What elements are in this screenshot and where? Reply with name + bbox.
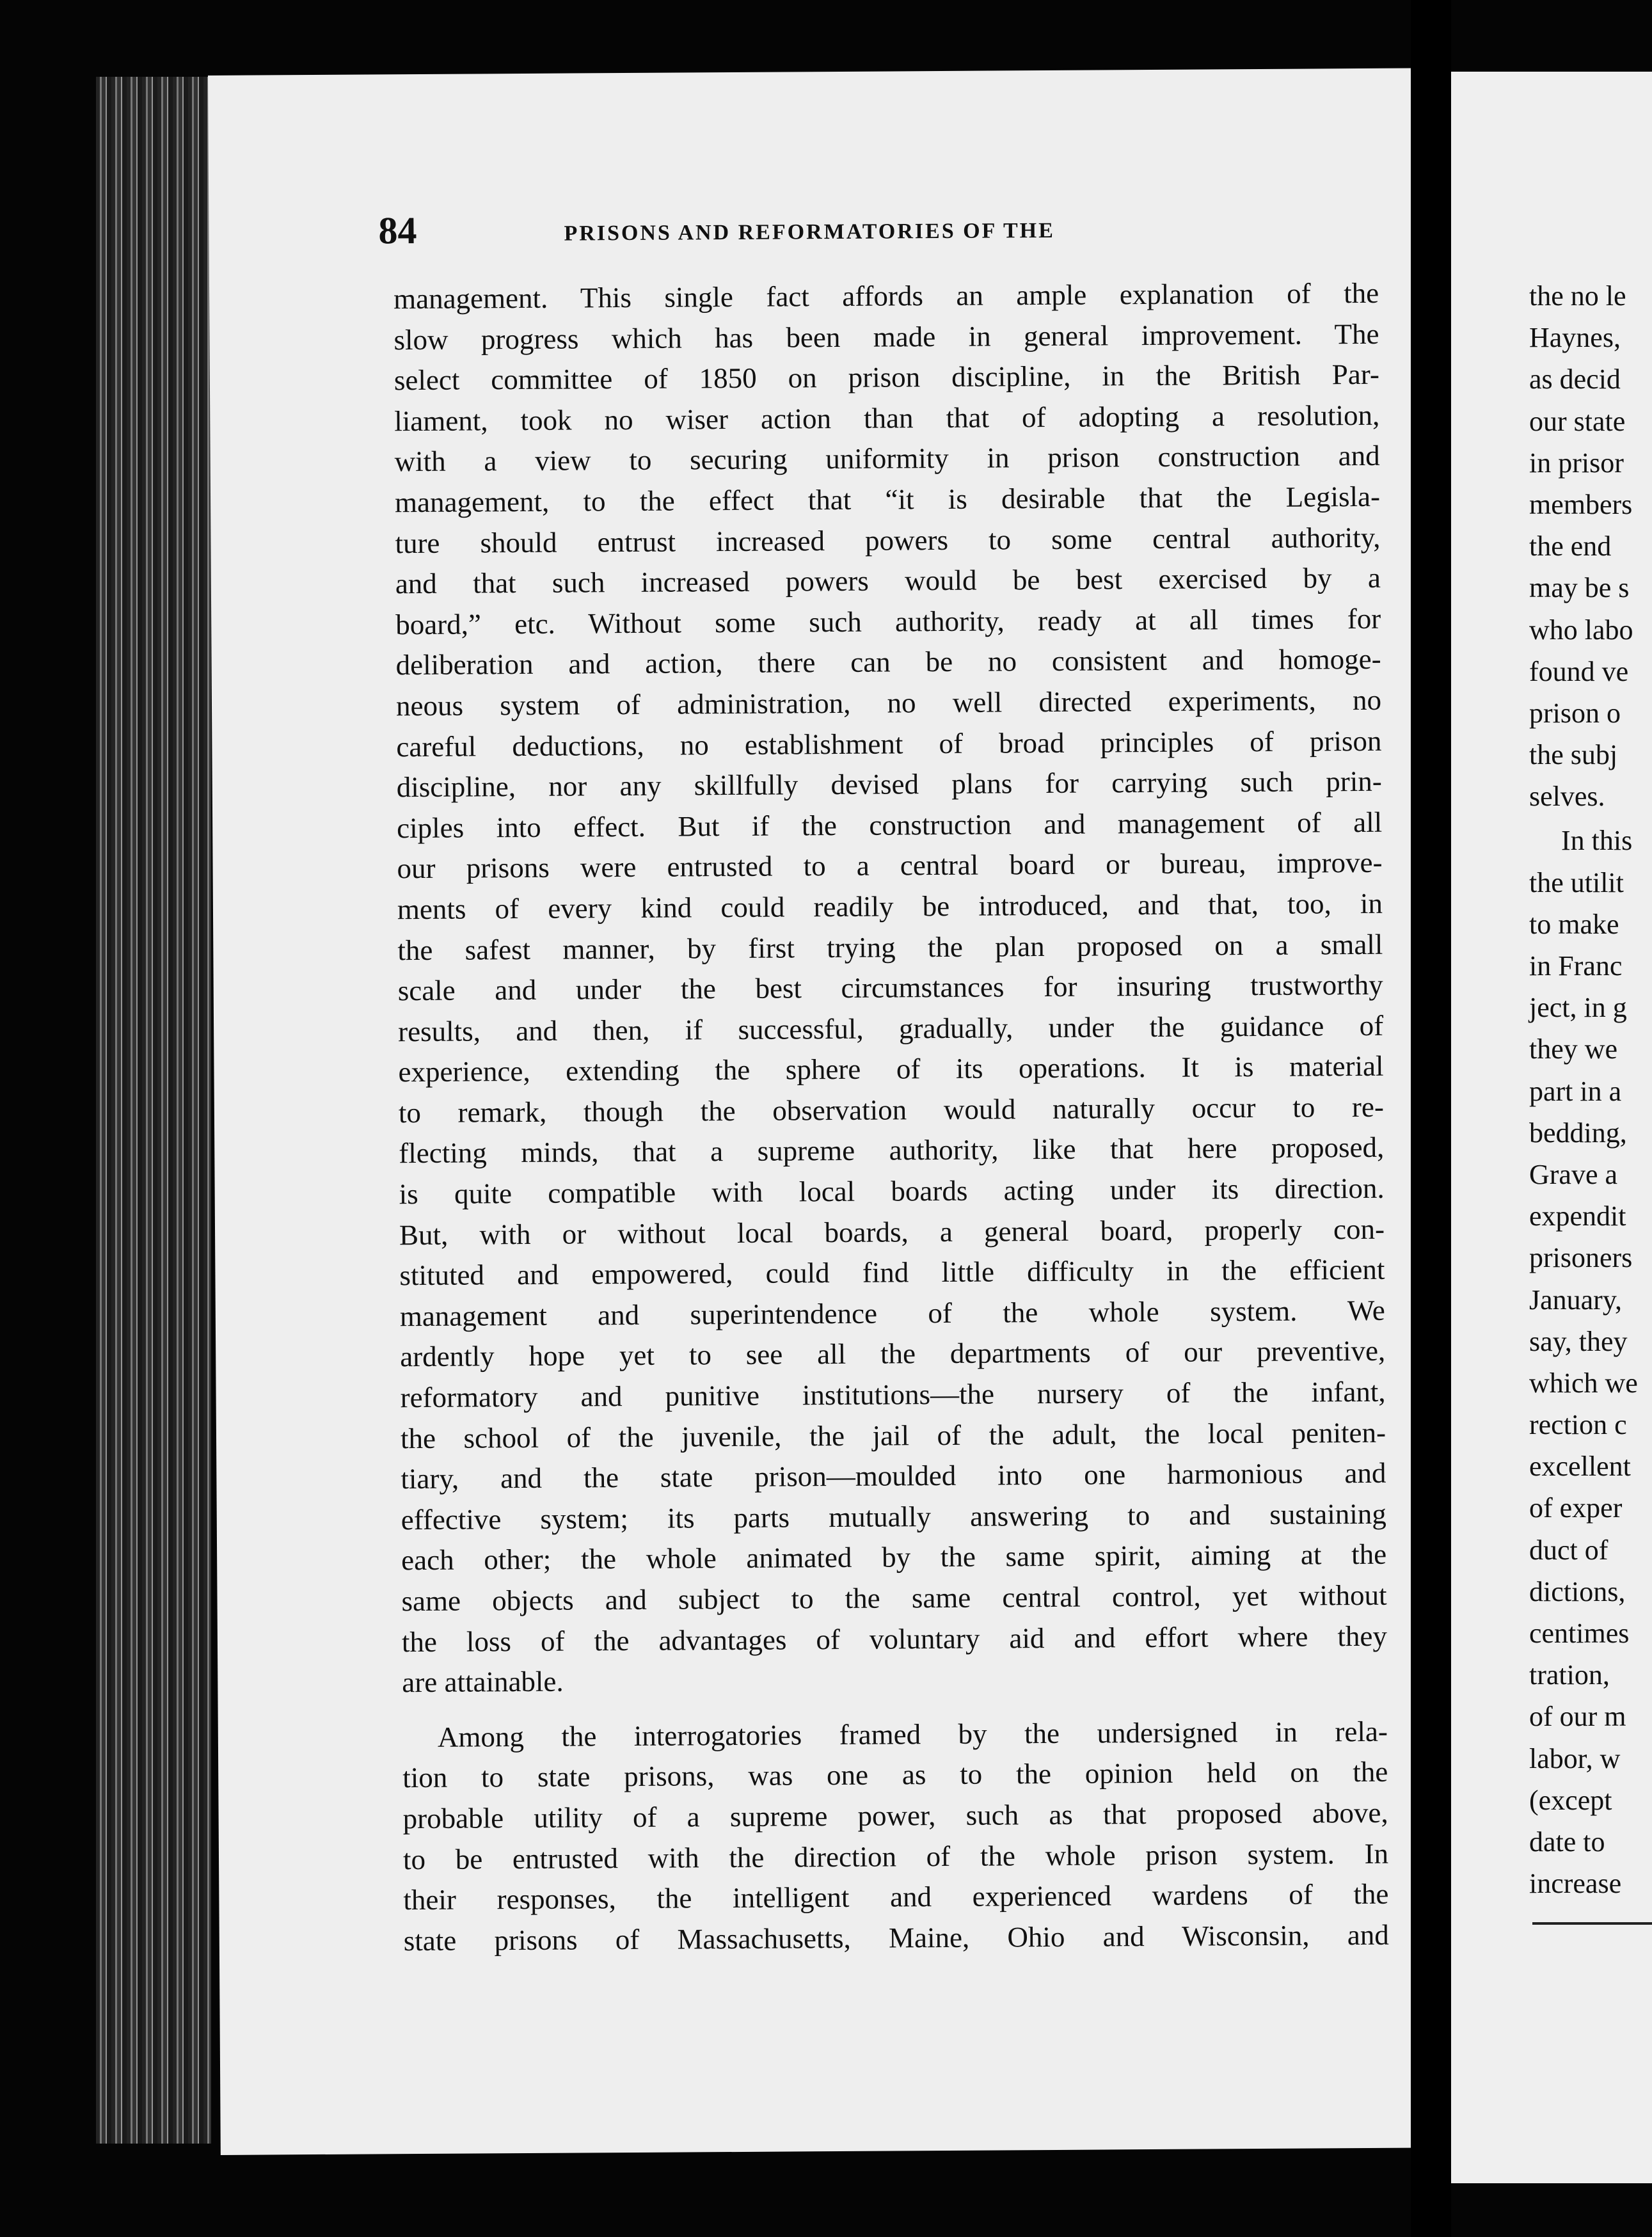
book-gutter: [1411, 0, 1451, 2237]
text-line: experience, extending the sphere of its operations. It is material: [398, 1050, 1384, 1088]
text-line: who labo: [1529, 614, 1633, 646]
text-line: our state: [1529, 405, 1626, 437]
text-line: prison o: [1529, 697, 1621, 729]
text-line: they we: [1529, 1033, 1618, 1065]
text-line: their responses, the intelligent and experienced wardens of the: [403, 1877, 1389, 1916]
text-line: ject, in g: [1529, 992, 1627, 1024]
text-line: centimes: [1529, 1618, 1630, 1649]
text-line: management and superintendence of the whole system. We: [399, 1294, 1385, 1333]
footnote-rule: [1532, 1922, 1652, 1925]
text-line: excellent: [1529, 1451, 1631, 1483]
text-line: are attainable.: [402, 1665, 564, 1699]
text-line: probable utility of a supreme power, such as that proposed above,: [402, 1796, 1388, 1835]
text-line: the loss of the advantages of voluntary aid and effort where they: [401, 1620, 1388, 1658]
text-line: liament, took no wiser action than that of adopting a resolution,: [394, 399, 1380, 438]
text-line: ciples into effect. But if the construction and management of all: [397, 806, 1383, 844]
text-line: each other; the whole animated by the same spirit, aiming at the: [401, 1538, 1387, 1577]
text-line: the school of the juvenile, the jail of the adult, the local peniten-: [400, 1416, 1386, 1454]
text-line: which we: [1529, 1367, 1638, 1399]
text-line: to remark, though the observation would naturally occur to re-: [398, 1090, 1385, 1129]
text-line: (except: [1529, 1784, 1612, 1816]
text-line: is quite compatible with local boards acting under its direction.: [399, 1172, 1385, 1211]
text-line: dictions,: [1529, 1575, 1626, 1607]
text-line: ments of every kind could readily be introduced, and that, too, in: [397, 887, 1383, 926]
running-head: [378, 203, 1389, 260]
text-line: members: [1529, 488, 1633, 520]
text-line: bedding,: [1529, 1117, 1627, 1149]
text-line: say, they: [1529, 1325, 1628, 1357]
text-line: as decid: [1529, 363, 1621, 395]
text-line: results, and then, if successful, gradually, under the guidance of: [397, 1009, 1384, 1047]
text-line: reformatory and punitive institutions—the nursery of the infant,: [400, 1375, 1386, 1414]
right-page-text: [1529, 275, 1652, 1904]
text-line: scale and under the best circumstances for insuring trustworthy: [397, 968, 1383, 1007]
text-line: of our m: [1529, 1701, 1626, 1733]
text-line: discipline, nor any skillfully devised plans for carrying such prin-: [396, 765, 1382, 804]
text-line: to make: [1529, 908, 1619, 940]
body-text: [393, 273, 1389, 1962]
text-line: January,: [1529, 1284, 1622, 1316]
text-line: our prisons were entrusted to a central board or bureau, improve-: [397, 847, 1383, 885]
text-line: expendit: [1529, 1200, 1626, 1232]
text-line: neous system of administration, no well directed experiments, no: [395, 683, 1382, 722]
text-line: in Franc: [1529, 950, 1623, 982]
text-line: date to: [1529, 1826, 1605, 1858]
text-line: select committee of 1850 on prison discipline, in the British Par-: [393, 358, 1380, 397]
running-title: PRISONS AND REFORMATORIES OF THE: [564, 218, 1055, 246]
text-line: management, to the effect that “it is desirable that the Legisla-: [394, 480, 1381, 519]
text-line: management. This single fact affords an ample explanation of the: [393, 276, 1379, 315]
text-line: the end: [1529, 530, 1612, 562]
text-line: careful deductions, no establishment of broad principles of prison: [396, 724, 1382, 763]
text-line: deliberation and action, there can be no consistent and homoge-: [395, 643, 1381, 681]
right-page: [1451, 72, 1652, 2183]
text-line: the utilit: [1529, 866, 1624, 898]
left-page: [208, 68, 1424, 2155]
text-line: Among the interrogatories framed by the undersigned in rela-: [437, 1715, 1388, 1753]
text-line: flecting minds, that a supreme authority, like that here proposed,: [399, 1131, 1385, 1170]
text-line: rection c: [1529, 1409, 1627, 1441]
text-line: ture should entrust increased powers to some central authority,: [395, 521, 1381, 559]
text-line: stituted and empowered, could find little difficulty in the efficient: [399, 1254, 1385, 1292]
text-line: tration,: [1529, 1659, 1610, 1691]
text-line: found ve: [1529, 655, 1629, 687]
text-line: But, with or without local boards, a general board, properly con-: [399, 1213, 1385, 1251]
text-line: to be entrusted with the direction of the whole prison system. In: [402, 1837, 1389, 1875]
text-line: labor, w: [1529, 1742, 1621, 1774]
text-line: state prisons of Massachusetts, Maine, Ohio and Wisconsin, and: [403, 1918, 1389, 1957]
text-line: part in a: [1529, 1075, 1622, 1107]
text-line: the no le: [1529, 280, 1626, 312]
text-line: the safest manner, by first trying the plan proposed on a small: [397, 928, 1383, 966]
text-line: slow progress which has been made in general improvement. The: [393, 317, 1379, 356]
text-line: of exper: [1529, 1492, 1623, 1524]
text-line: ardently hope yet to see all the departments of our preventive,: [400, 1335, 1386, 1373]
text-line: may be s: [1529, 572, 1630, 604]
page-number: 84: [378, 209, 417, 252]
text-line: In this: [1561, 825, 1633, 857]
text-line: selves.: [1529, 781, 1605, 813]
text-line: tion to state prisons, was one as to the opinion held on the: [402, 1756, 1388, 1794]
text-line: same objects and subject to the same central control, yet without: [401, 1579, 1387, 1618]
text-line: duct of: [1529, 1534, 1608, 1566]
text-line: effective system; its parts mutually answering to and sustaining: [401, 1497, 1386, 1536]
text-line: board,” etc. Without some such authority, ready at all times for: [395, 602, 1381, 641]
text-line: tiary, and the state prison—moulded into one harmonious and: [401, 1457, 1386, 1495]
text-line: Haynes,: [1529, 322, 1621, 354]
text-line: prisoners: [1529, 1242, 1633, 1274]
text-line: and that such increased powers would be best exercised by a: [395, 561, 1381, 600]
text-line: Grave a: [1529, 1158, 1618, 1190]
text-line: the subj: [1529, 739, 1618, 771]
text-line: with a view to securing uniformity in prison construction and: [394, 440, 1380, 478]
text-line: increase: [1529, 1868, 1622, 1900]
book-page-edges: [96, 77, 211, 2144]
text-line: in prisor: [1529, 447, 1624, 479]
